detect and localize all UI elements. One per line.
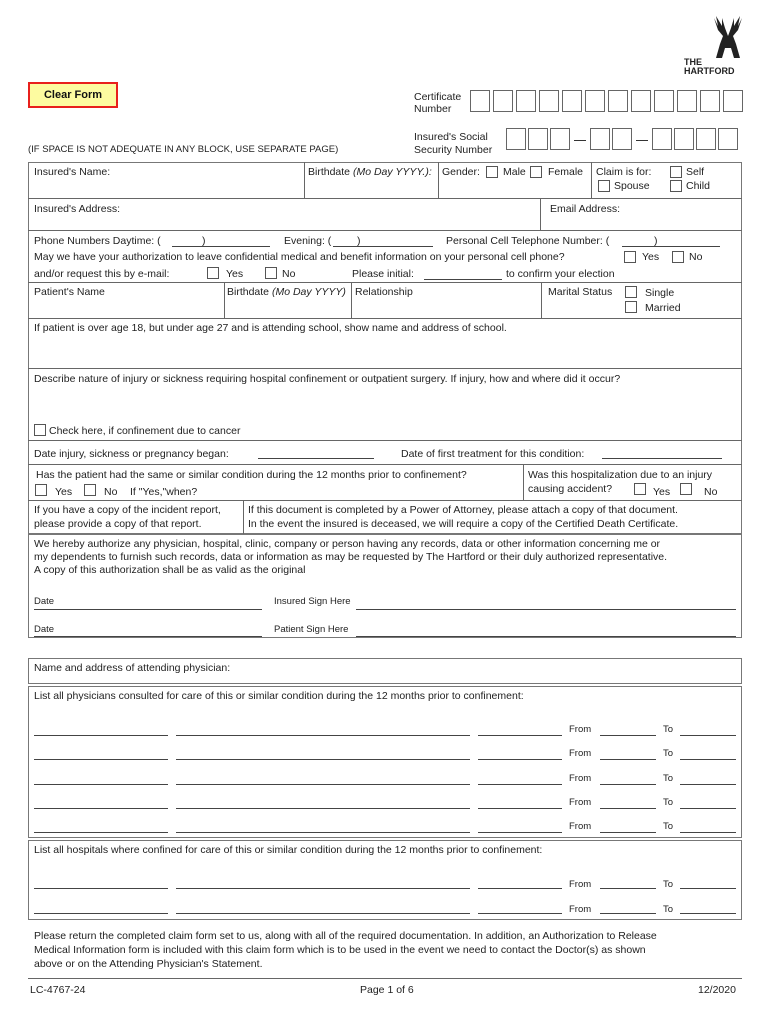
authorize-text-2: my dependents to furnish such records, data or information as may be requested by The Hartford or their duly authorized representative. (34, 551, 668, 563)
male-label: Male (503, 166, 526, 178)
accident-yes-checkbox[interactable] (634, 483, 646, 495)
physician-from-input[interactable] (600, 784, 656, 785)
phone-daytime-input[interactable] (172, 246, 270, 247)
patient-birthdate-label: Birthdate (Mo Day YYYY) (227, 286, 346, 298)
hospital-extra-input[interactable] (478, 888, 562, 889)
phone-daytime-close: ) (202, 235, 206, 247)
email-yes-checkbox[interactable] (207, 267, 219, 279)
email-no-label: No (282, 268, 296, 280)
incident-report-line2: please provide a copy of that report. (34, 518, 202, 530)
physician-name-input[interactable] (34, 832, 168, 833)
same-condition-no-label: No (104, 486, 118, 498)
patient-sign-label: Patient Sign Here (274, 624, 349, 635)
ssn-label: Insured's Social Security Number (414, 131, 493, 156)
authorize-text-1: We hereby authorize any physician, hospital, clinic, company or person having any records, data or other information concerning me or (34, 538, 661, 550)
physician-name-input[interactable] (34, 759, 168, 760)
email-yes-label: Yes (226, 268, 244, 280)
same-condition-yes-checkbox[interactable] (35, 484, 47, 496)
accident-no-label: No (704, 486, 718, 498)
physician-from-input[interactable] (600, 735, 656, 736)
school-input[interactable] (34, 336, 734, 366)
spouse-checkbox[interactable] (598, 180, 610, 192)
physician-from-input[interactable] (600, 759, 656, 760)
self-checkbox[interactable] (670, 166, 682, 178)
physician-to-input[interactable] (680, 759, 736, 760)
same-condition-no-checkbox[interactable] (84, 484, 96, 496)
phone-cell-label: Personal Cell Telephone Number: ( (446, 235, 610, 247)
school-note: If patient is over age 18, but under age 27 and is attending school, show name and address of school. (34, 322, 507, 334)
physician-extra-input[interactable] (478, 832, 562, 833)
gender-label: Gender: (442, 166, 480, 178)
email-label: Email Address: (550, 203, 621, 215)
marital-status-label: Marital Status (548, 286, 613, 298)
physician-from-input[interactable] (600, 832, 656, 833)
phone-cell-input[interactable] (622, 246, 720, 247)
physician-name-input[interactable] (34, 735, 168, 736)
from-label: From (569, 748, 592, 759)
same-condition-yes-label: Yes (55, 486, 73, 498)
physician-to-input[interactable] (680, 808, 736, 809)
hospital-to-input[interactable] (680, 888, 736, 889)
male-checkbox[interactable] (486, 166, 498, 178)
from-label: From (569, 797, 592, 808)
phone-evening-input[interactable] (333, 246, 433, 247)
return-note-3: above or on the Attending Physician's Statement. (34, 958, 263, 970)
accident-yes-label: Yes (653, 486, 671, 498)
insured-address-label: Insured's Address: (34, 203, 121, 215)
physicians-list-heading: List all physicians consulted for care of this or similar condition during the 12 months prior to confinement: (34, 690, 524, 702)
describe-injury-input[interactable] (34, 387, 734, 421)
patient-date-input[interactable] (34, 636, 262, 637)
describe-injury-label: Describe nature of injury or sickness requiring hospital confinement or outpatient surgery. If injury, how and where did it occur? (34, 373, 621, 385)
form-date: 12/2020 (698, 984, 736, 996)
to-label: To (663, 879, 674, 890)
female-checkbox[interactable] (530, 166, 542, 178)
physician-to-input[interactable] (680, 832, 736, 833)
hospital-extra-input[interactable] (478, 913, 562, 914)
insured-signature-input[interactable] (356, 609, 736, 610)
logo-hartford: HARTFORD (684, 66, 735, 76)
attending-physician-label: Name and address of attending physician: (34, 662, 231, 674)
incident-report-line1: If you have a copy of the incident report, (34, 504, 221, 516)
married-label: Married (645, 302, 681, 314)
phone-evening-label: Evening: ( (284, 235, 332, 247)
physician-to-input[interactable] (680, 735, 736, 736)
patient-signature-input[interactable] (356, 636, 736, 637)
return-note-1: Please return the completed claim form set to us, along with all of the required documentation. In addition, an Authorization to Release (34, 930, 657, 942)
single-checkbox[interactable] (625, 286, 637, 298)
physicians-list-frame (28, 686, 742, 838)
date-began-input[interactable] (258, 458, 374, 459)
cell-auth-yes-label: Yes (642, 251, 660, 263)
cell-auth-no-checkbox[interactable] (672, 251, 684, 263)
authorize-text-3: A copy of this authorization shall be as valid as the original (34, 564, 306, 576)
single-label: Single (645, 287, 675, 299)
physician-address-input[interactable] (176, 759, 470, 760)
to-label: To (663, 724, 674, 735)
physician-extra-input[interactable] (478, 735, 562, 736)
from-label: From (569, 773, 592, 784)
hospital-name-input[interactable] (34, 913, 168, 914)
from-label: From (569, 724, 592, 735)
authorization-question: May we have your authorization to leave confidential medical and benefit information on your personal cell phone? (34, 251, 565, 263)
patient-date-label: Date (34, 624, 55, 635)
date-began-label: Date injury, sickness or pregnancy began: (34, 448, 229, 460)
if-yes-when-label: If "Yes,"when? (130, 486, 198, 498)
phone-daytime-label: Phone Numbers Daytime: ( (34, 235, 161, 247)
insured-address-input[interactable] (34, 215, 534, 229)
power-of-attorney-line2: In the event the insured is deceased, we will require a copy of the Certified Death Certificate. (248, 518, 679, 530)
email-no-checkbox[interactable] (265, 267, 277, 279)
email-input[interactable] (545, 215, 740, 229)
physician-extra-input[interactable] (478, 784, 562, 785)
initial-input[interactable] (424, 279, 502, 280)
hartford-logo (684, 14, 756, 80)
return-note-2: Medical Information form is included with this claim form which is to be used in the event we need to contact the Doctor(s) as shown (34, 944, 646, 956)
from-label: From (569, 821, 592, 832)
to-label: To (663, 773, 674, 784)
phone-evening-close: ) (357, 235, 361, 247)
hospital-name-input[interactable] (34, 888, 168, 889)
initial-label: Please initial: (352, 268, 414, 280)
adequate-note: (IF SPACE IS NOT ADEQUATE IN ANY BLOCK, USE SEPARATE PAGE) (28, 144, 339, 155)
insured-date-input[interactable] (34, 609, 262, 610)
married-checkbox[interactable] (625, 301, 637, 313)
physician-to-input[interactable] (680, 784, 736, 785)
child-label: Child (686, 180, 710, 192)
from-label: From (569, 904, 592, 915)
clear-form-button[interactable]: Clear Form (28, 82, 118, 108)
physician-address-input[interactable] (176, 808, 470, 809)
stag-icon (700, 14, 756, 62)
physician-from-input[interactable] (600, 808, 656, 809)
claim-for-label: Claim is for: (596, 166, 652, 178)
phone-cell-close: ) (654, 235, 658, 247)
physician-extra-input[interactable] (478, 759, 562, 760)
cancer-checkbox[interactable] (34, 424, 46, 436)
spouse-label: Spouse (614, 180, 650, 192)
insured-name-label: Insured's Name: (34, 166, 111, 178)
cell-auth-yes-checkbox[interactable] (624, 251, 636, 263)
patient-name-input[interactable] (34, 300, 219, 316)
from-label: From (569, 879, 592, 890)
hospital-address-input[interactable] (176, 888, 470, 889)
email-request-label: and/or request this by e-mail: (34, 268, 170, 280)
relationship-label: Relationship (355, 286, 413, 298)
to-label: To (663, 797, 674, 808)
insured-birthdate-label: Birthdate (Mo Day YYYY.): (308, 166, 432, 178)
accident-question-2: causing accident? (528, 483, 613, 495)
hospital-to-input[interactable] (680, 913, 736, 914)
to-label: To (663, 904, 674, 915)
to-label: To (663, 821, 674, 832)
patient-name-label: Patient's Name (34, 286, 105, 298)
first-treatment-label: Date of first treatment for this condition: (401, 448, 585, 460)
hospital-from-input[interactable] (600, 913, 656, 914)
self-label: Self (686, 166, 705, 178)
insured-name-input[interactable] (34, 178, 304, 196)
physician-extra-input[interactable] (478, 808, 562, 809)
female-label: Female (548, 166, 584, 178)
form-id: LC-4767-24 (30, 984, 86, 996)
insured-date-label: Date (34, 596, 55, 607)
insured-sign-label: Insured Sign Here (274, 596, 351, 607)
accident-question-1: Was this hospitalization due to an injury (528, 469, 713, 481)
physician-address-input[interactable] (176, 735, 470, 736)
logo-the: THE (684, 57, 702, 67)
hospitals-list-heading: List all hospitals where confined for care of this or similar condition during the 12 months prior to confinement: (34, 844, 543, 856)
hospital-from-input[interactable] (600, 888, 656, 889)
confirm-election-label: to confirm your election (506, 268, 615, 280)
hospital-address-input[interactable] (176, 913, 470, 914)
physician-name-input[interactable] (34, 784, 168, 785)
accident-no-checkbox[interactable] (680, 483, 692, 495)
child-checkbox[interactable] (670, 180, 682, 192)
physician-name-input[interactable] (34, 808, 168, 809)
first-treatment-input[interactable] (602, 458, 722, 459)
certificate-label: Certificate Number (414, 91, 462, 115)
to-label: To (663, 748, 674, 759)
page-number: Page 1 of 6 (360, 984, 414, 996)
physician-address-input[interactable] (176, 784, 470, 785)
physician-address-input[interactable] (176, 832, 470, 833)
cancer-label: Check here, if confinement due to cancer (49, 425, 241, 437)
same-condition-question: Has the patient had the same or similar condition during the 12 months prior to confinement? (36, 469, 467, 481)
cell-auth-no-label: No (689, 251, 703, 263)
power-of-attorney-line1: If this document is completed by a Power of Attorney, please attach a copy of that document. (248, 504, 678, 516)
